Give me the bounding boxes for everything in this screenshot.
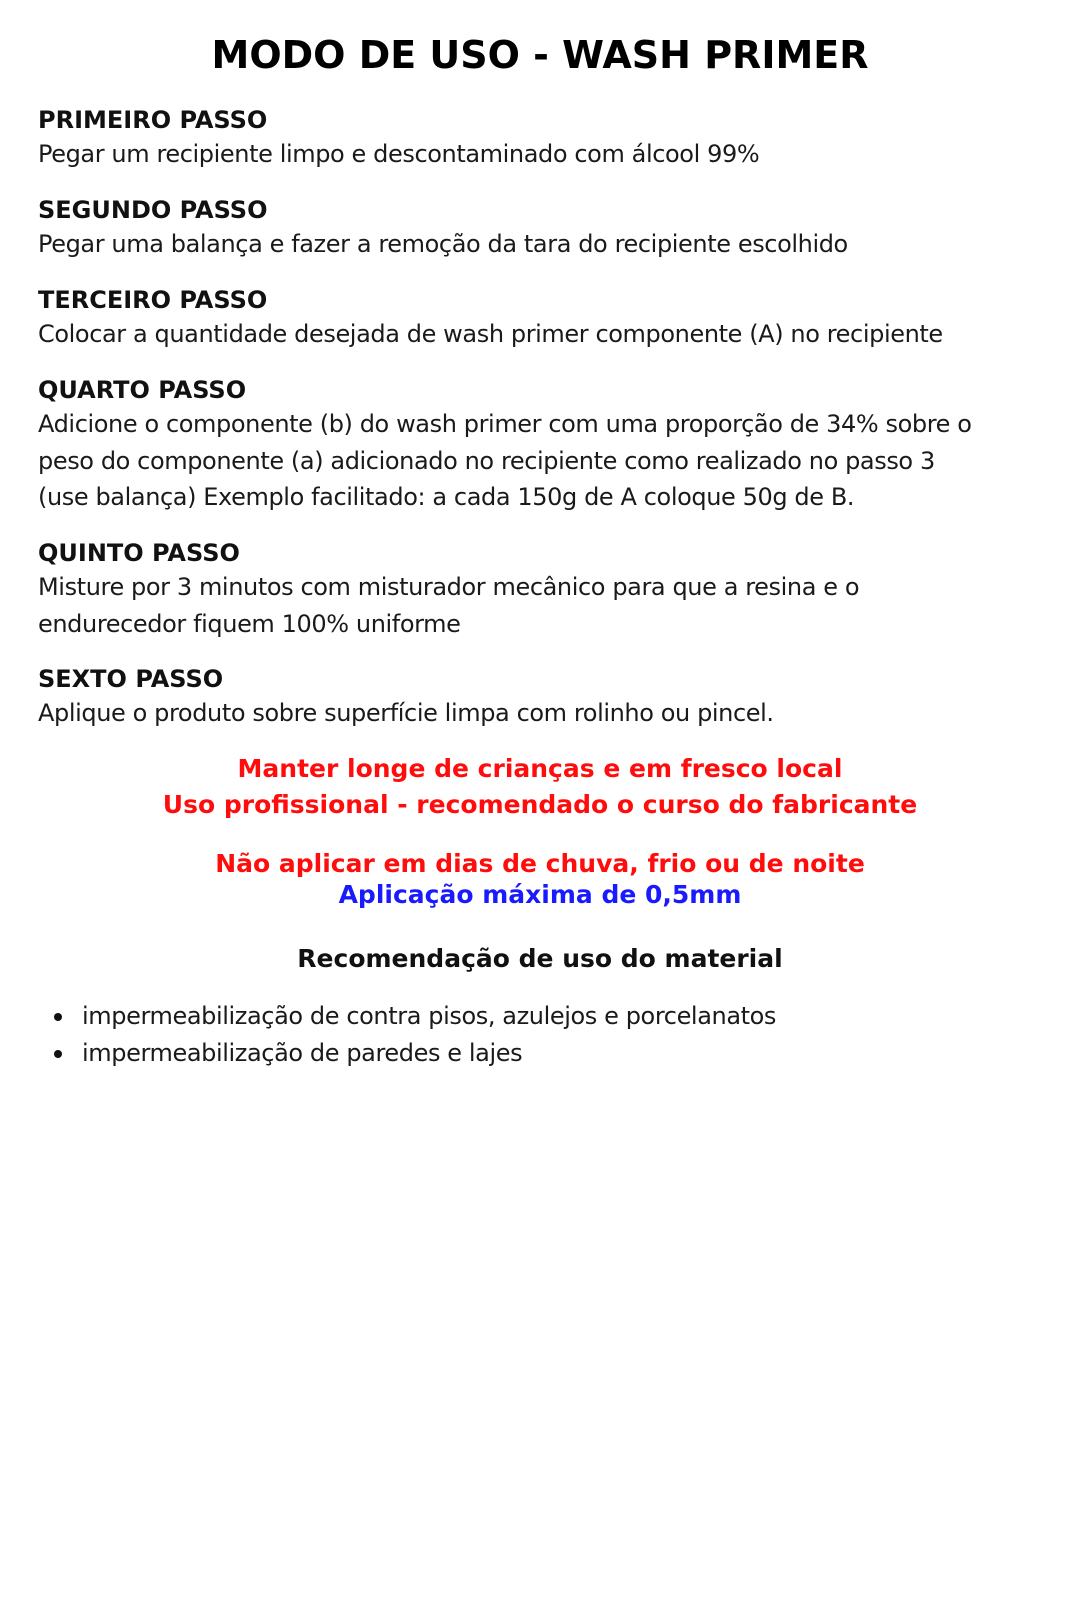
bullet-icon	[54, 1013, 62, 1021]
step-text-line: endurecedor fiquem 100% uniforme	[38, 609, 461, 638]
step-4	[38, 374, 1048, 516]
recommendation-heading: Recomendação de uso do material	[297, 944, 783, 973]
list-item	[38, 1035, 776, 1072]
page-title: MODO DE USO - WASH PRIMER	[211, 33, 869, 77]
step-heading: QUARTO PASSO	[38, 376, 247, 404]
recommendation-list	[38, 998, 776, 1071]
warning-weather: Não aplicar em dias de chuva, frio ou de noite	[215, 849, 865, 878]
step-1	[38, 104, 1048, 173]
warning-children: Manter longe de crianças e em fresco local	[237, 754, 843, 783]
step-heading: QUINTO PASSO	[38, 539, 240, 567]
list-item-text: impermeabilização de contra pisos, azulejos e porcelanatos	[82, 1002, 777, 1030]
step-text: Aplique o produto sobre superfície limpa com rolinho ou pincel.	[38, 699, 774, 727]
step-text: Pegar um recipiente limpo e descontaminado com álcool 99%	[38, 140, 760, 168]
step-text-line: Adicione o componente (b) do wash primer com uma proporção de 34% sobre o	[38, 410, 972, 438]
list-item-text: impermeabilização de paredes e lajes	[82, 1038, 523, 1067]
warning-professional-use: Uso profissional - recomendado o curso do fabricante	[162, 790, 918, 819]
bullet-icon	[54, 1050, 62, 1058]
max-application-note: Aplicação máxima de 0,5mm	[338, 880, 742, 909]
step-5	[38, 537, 1048, 642]
step-text-line: peso do componente (a) adicionado no recipiente como realizado no passo 3	[38, 446, 935, 475]
step-text: Pegar uma balança e fazer a remoção da tara do recipiente escolhido	[38, 230, 848, 258]
step-3	[38, 284, 1048, 353]
step-heading: SEXTO PASSO	[38, 665, 224, 693]
step-2	[38, 194, 1048, 263]
step-text-line: (use balança) Exemplo facilitado: a cada 150g de A coloque 50g de B.	[38, 483, 855, 511]
step-text-line: Misture por 3 minutos com misturador mecânico para que a resina e o	[38, 573, 860, 601]
step-heading: SEGUNDO PASSO	[38, 196, 268, 224]
step-6	[38, 663, 1048, 732]
step-text: Colocar a quantidade desejada de wash primer componente (A) no recipiente	[38, 320, 943, 348]
list-item	[38, 998, 776, 1035]
step-heading: PRIMEIRO PASSO	[38, 106, 268, 134]
step-heading: TERCEIRO PASSO	[38, 286, 268, 314]
